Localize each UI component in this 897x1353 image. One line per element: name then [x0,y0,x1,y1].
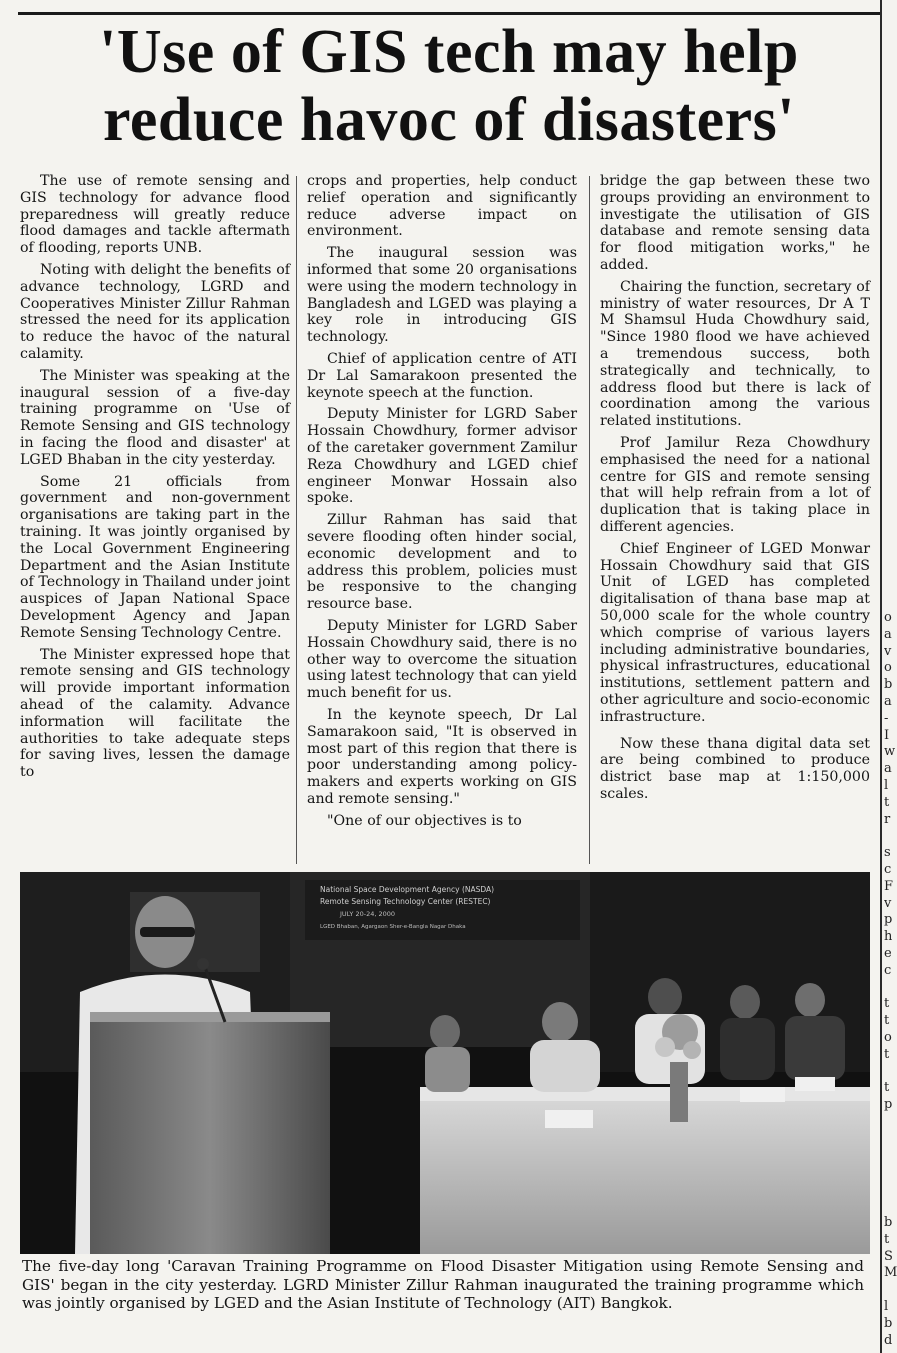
fragment-letter: F [884,878,894,894]
podium [90,1017,330,1254]
fragment-letter: w [884,744,896,760]
adjacent-column-fragment [884,610,897,1114]
paragraph: Noting with delight the benefits of advance technology, LGRD and Cooperatives Minister Zillur Rahman stressed the need for its application to reduce the havoc of the natural calamity. [20,261,290,362]
fragment-letter: b [884,1315,893,1331]
fragment-letter: c [884,962,892,978]
name-plate [795,1077,835,1091]
fragment-letter: v [884,643,892,659]
fragment-letter: d [884,1332,893,1348]
fragment-letter: S [884,1248,893,1264]
paragraph: Zillur Rahman has said that severe flooding often hinder social, economic development and to address this problem, policies must be responsive to the changing resource base. [307,512,577,613]
headline [20,18,878,154]
paragraph: The inaugural session was informed that some 20 organisations were using the modern technology in Bangladesh and LGED was playing a key role in introducing GIS technology. [307,245,577,346]
banner-line: JULY 20-24, 2000 [340,910,396,918]
column-divider [296,176,297,864]
headline-line-1: 'Use of GIS tech may help [99,18,799,86]
article-column-3 [600,173,870,808]
paragraph: Chairing the function, secretary of ministry of water resources, Dr A T M Shamsul Huda Chowdhury said, "Since 1980 flood we have achieved a tremendous success, both strategically and technically, to address flood but there is lack of coordination among the various related institutions. [600,278,870,430]
paragraph: The use of remote sensing and GIS technology for advance flood preparedness will greatly reduce flood damages and tackle aftermath of flooding, reports UNB. [20,173,290,257]
head-table [420,1097,870,1254]
fragment-letter: e [884,945,892,961]
name-plate [740,1087,785,1102]
paragraph: In the keynote speech, Dr Lal Samarakoon said, "It is observed in most part of this region that there is poor understanding among policy-makers and experts working on GIS and remote sensing." [307,706,577,807]
fragment-letter: M [884,1265,897,1281]
fragment-letter: a [884,761,892,777]
fragment-letter: o [884,1029,892,1045]
fragment-letter: t [884,1013,890,1029]
banner-line: LGED Bhaban, Agargaon Sher-e-Bangla Nagar Dhaka [320,924,466,930]
top-rule [18,12,880,15]
fragment-letter: s [884,845,891,861]
fragment-letter: a [884,626,892,642]
fragment-letter: t [884,996,890,1012]
fragment-letter: l [884,1298,889,1314]
banner-line: National Space Development Agency (NASDA) [320,885,495,894]
paragraph: Now these thana digital data set are being combined to produce district base map at 1:150,000 scales. [600,735,870,802]
fragment-letter [884,828,897,845]
paragraph: bridge the gap between these two groups providing an environment to investigate the utilisation of GIS database and remote sensing data for flood mitigation works," he added. [600,173,870,273]
paragraph: Some 21 officials from government and non-government organisations are taking part in the training. It was jointly organised by the Local Government Engineering Department and the Asian Institute of Technology in Thailand under joint auspices of Japan National Space Development Agency and Japan Remote Sensing Technology Centre. [20,473,290,641]
fragment-letter: - [884,710,889,726]
column-divider [589,176,590,864]
adjacent-column-fragment [884,1215,897,1349]
fragment-letter: t [884,1080,890,1096]
fragment-letter: a [884,693,892,709]
fragment-letter: t [884,1231,890,1247]
paragraph: The Minister was speaking at the inaugural session of a five-day training programme on 'Use of Remote Sensing and GIS technology in facing the flood and disaster' at LGED Bhaban in the city yesterday. [20,367,290,468]
paragraph: "One of our objectives is to [327,812,522,829]
fragment-letter: o [884,610,892,625]
fragment-letter: c [884,861,892,877]
name-plate [545,1110,593,1128]
fragment-letter [884,1064,897,1081]
banner-line: Remote Sensing Technology Center (RESTEC) [320,897,491,906]
fragment-letter: r [884,811,891,827]
paragraph: Chief of application centre of ATI Dr Lal Samarakoon presented the keynote speech at the function. [307,350,577,401]
article-column-1 [20,173,290,786]
event-photo [20,872,870,1254]
fragment-letter: I [884,727,890,743]
paragraph: Deputy Minister for LGRD Saber Hossain Chowdhury said, there is no other way to overcome the situation using latest technology that can yield much benefit for us. [307,617,577,702]
right-column-rule [880,0,882,1353]
paragraph: Chief Engineer of LGED Monwar Hossain Chowdhury said that GIS Unit of LGED has completed digitalisation of thana base map at 50,000 scale for the whole country which comprise of various layers including administrative boundaries, physical infrastructures, educational institutions, settlement pattern and other agriculture and socio-economic infrastructure. [600,540,870,725]
fragment-letter: b [884,677,893,693]
fragment-letter: o [884,660,892,676]
event-banner [305,880,580,940]
headline-line-2: reduce havoc of disasters' [102,86,796,154]
paragraph: crops and properties, help conduct relief operation and significantly reduce adverse impact on environment. [307,173,577,240]
fragment-letter: b [884,1215,893,1230]
fragment-letter: v [884,895,892,911]
photo-caption: The five-day long 'Caravan Training Programme on Flood Disaster Mitigation using Remote Sensing and GIS' began in the city yesterday. LGRD Minister Zillur Rahman inaugurated the training programme which was jointly organised by LGED and the Asian Institute of Technology (AIT) Bangkok. [22,1257,864,1312]
paragraph: The Minister expressed hope that remote sensing and GIS technology will provide important information ahead of the calamity. Advance information will facilitate the authorities to take adequate steps for saving lives, lessen the damage to [20,646,290,781]
fragment-letter: t [884,794,890,810]
fragment-letter: h [884,929,893,945]
fragment-letter [884,980,897,997]
paragraph: Prof Jamilur Reza Chowdhury emphasised the need for a national centre for GIS and remote sensing that will help refrain from a lot of duplication that is taking place in different agencies. [600,434,870,535]
article-column-2 [307,173,577,834]
fragment-letter [884,1282,897,1299]
fragment-letter: l [884,777,889,793]
fragment-letter: p [884,912,893,928]
paragraph: Deputy Minister for LGRD Saber Hossain Chowdhury, former advisor of the caretaker government Zamilur Reza Chowdhury and LGED chief engineer Monwar Hossain also spoke. [307,406,577,507]
fragment-letter: p [884,1097,893,1113]
fragment-letter: t [884,1046,890,1062]
